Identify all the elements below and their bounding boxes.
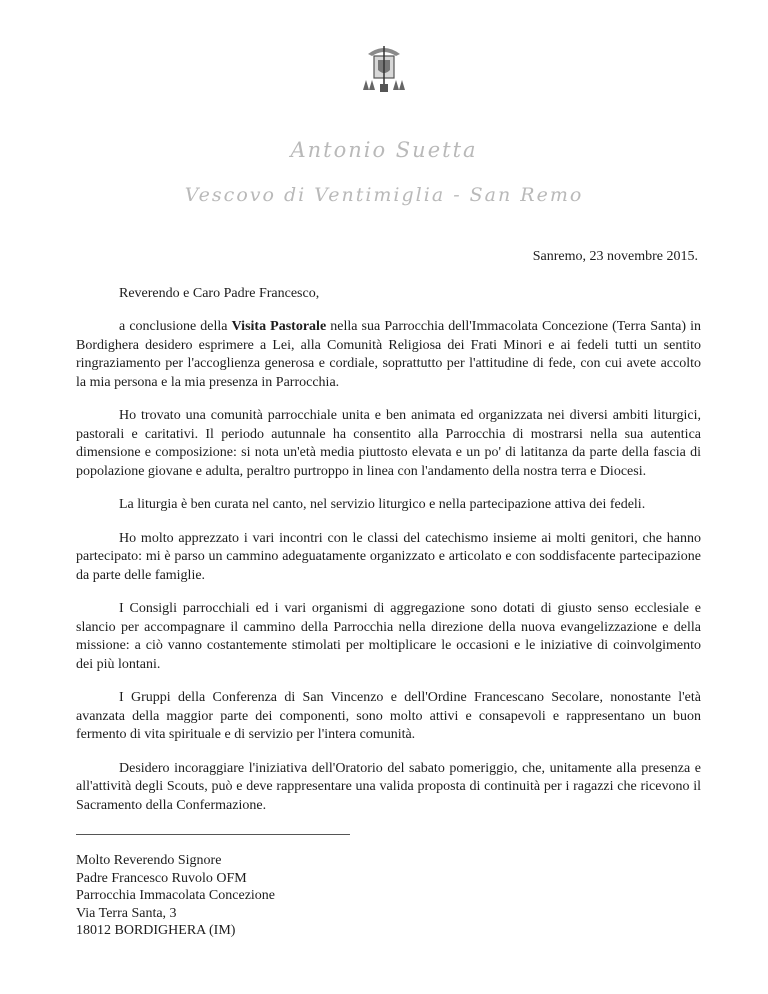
paragraph: Desidero incoraggiare l'iniziativa dell'Oratorio del sabato pomeriggio, che, unitamente alla presenza e all'attività degli Scouts, può e deve rappresentare una valida proposta di continuità per i ragazzi che ricevono il Sacramento della Confermazione. bbox=[76, 760, 701, 813]
coat-of-arms-icon bbox=[360, 40, 408, 96]
paragraph: La liturgia è ben curata nel canto, nel servizio liturgico e nella partecipazione attiva dei fedeli. bbox=[119, 497, 646, 512]
address-line: Parrocchia Immacolata Concezione bbox=[76, 888, 276, 903]
paragraph-text: a conclusione della bbox=[119, 319, 232, 334]
letter-date: Sanremo, 23 novembre 2015. bbox=[532, 249, 698, 264]
address-line: Molto Reverendo Signore bbox=[76, 853, 222, 868]
paragraph: I Gruppi della Conferenza di San Vincenzo e dell'Ordine Francescano Secolare, nonostante l'età avanzata della maggior parte dei componenti, sono molto attivi e consapevoli e rappresentano un buon fermento di vita spirituale e di servizio per l'intera comunità. bbox=[76, 690, 701, 742]
paragraph bbox=[76, 318, 701, 392]
recipient-address bbox=[76, 852, 275, 940]
paragraph: Ho trovato una comunità parrocchiale unita e ben animata ed organizzata nei diversi ambiti liturgici, pastorali e caritativi. Il periodo autunnale ha consentito alla Parrocchia di mostrarsi nella sua autentica dimensione e composizione: si nota un'età media piuttosto elevata e un po' di latitanza da parte della fascia di popolazione giovane e adulta, peraltro purtroppo in linea con l'andamento della nostra terra e Diocesi. bbox=[76, 408, 701, 479]
paragraph: I Consigli parrocchiali ed i vari organismi di aggregazione sono dotati di giusto senso ecclesiale e slancio per accompagnare il cammino della Parrocchia nella direzione della nuova evangelizzazione e della missione: a ciò vanno costantemente stimolati per moltiplicare le occasioni e le iniziative di coinvolgimento dei più lontani. bbox=[76, 601, 701, 672]
paragraph: Ho molto apprezzato i vari incontri con le classi del catechismo insieme ai molti genitori, che hanno partecipato: mi è parso un cammino adeguatamente organizzato e articolato e con soddisfacente partecipazione da parte delle famiglie. bbox=[76, 530, 701, 583]
address-line: Via Terra Santa, 3 bbox=[76, 905, 177, 921]
visit-title: Visita Pastorale bbox=[231, 319, 327, 334]
address-line: 18012 BORDIGHERA (IM) bbox=[76, 923, 236, 938]
letterhead-title: Vescovo di Ventimiglia - San Remo bbox=[184, 184, 584, 206]
letterhead-name: Antonio Suetta bbox=[290, 138, 478, 162]
divider bbox=[76, 834, 350, 835]
paragraph-text: nella sua Parrocchia dell'Immacolata Concezione (Terra Santa) in Bordighera desidero esprimere a Lei, alla Comunità Religiosa dei Frati Minori e ai fedeli tutti un sentito ringraziamento per l'accoglienza generosa e cordiale, soprattutto per l'attitudine di fede, con cui avete accolto la mia persona e la mia presenza in Parrocchia. bbox=[76, 319, 701, 390]
salutation: Reverendo e Caro Padre Francesco, bbox=[119, 286, 320, 301]
letter-body bbox=[76, 318, 701, 830]
address-line: Padre Francesco Ruvolo OFM bbox=[76, 870, 247, 886]
